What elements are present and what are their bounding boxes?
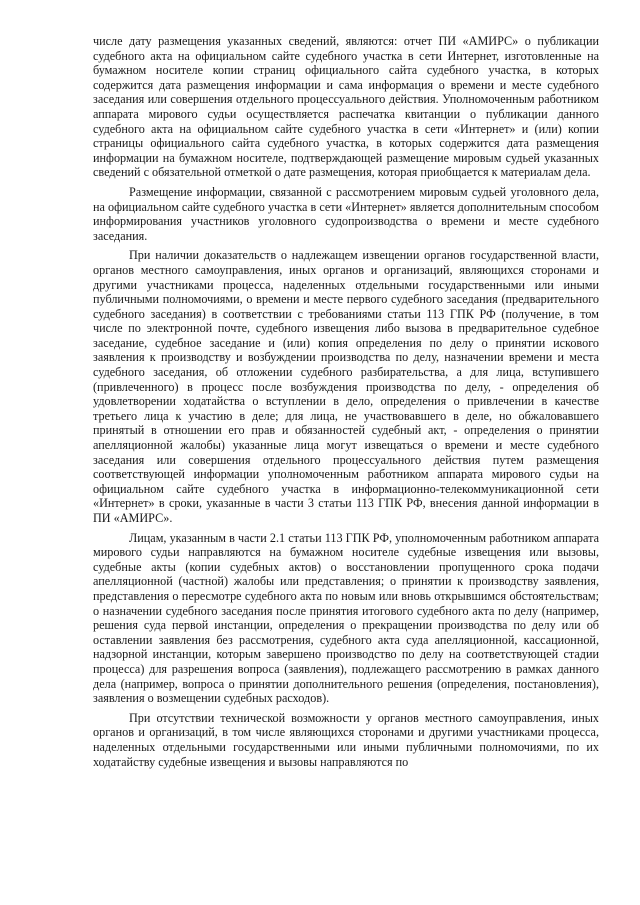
paragraph-paper-notices: Лицам, указанным в части 2.1 статьи 113 ГПК РФ, уполномоченным работником аппарата мирового судьи направляются на бумажном носителе судебные извещения или вызовы, судебные акты (копии судебных актов) о восстановлении пропущенного срока подачи апелляционной (частной) жалобы или представления; о принятии к производству заявления, представления о пересмотре судебного акта по новым или вновь открывшимся обстоятельствам; о назначении судебного заседания после принятия итогового судебного акта по делу (например, решения суда первой инстанции, определения о прекращении производства по делу или об оставлении заявления без рассмотрения, судебного акта суда апелляционной, кассационной, надзорной инстанции, которым завершено производство по делу на соответствующей стадии процесса) для разрешения вопроса (заявления), подлежащего рассмотрению в рамках данного дела (например, вопроса о принятии дополнительного решения (определения, постановления), заявления о возмещении судебных расходов). [93,530,599,706]
paragraph-continuation: числе дату размещения указанных сведений, являются: отчет ПИ «АМИРС» о публикации судебного акта на официальном сайте судебного участка в сети Интернет, изготовленные на бумажном носителе копии страниц официального сайта судебного участка, в которых содержится дата размещения информации и сама информация о времени и месте судебного заседания или совершения отдельного процессуального действия. Уполномоченным работником аппарата мирового судьи осуществляется распечатка квитанции о публикации данного судебного акта на официальном сайте судебного участка в сети «Интернет» и (или) копии страницы официального сайта судебного участка, в которых содержится дата размещения информации на бумажном носителе, подтверждающей размещение мировым судьей указанных сведений с обязательной отметкой о дате размещения, которая приобщается к материалам дела. [93,34,599,180]
paragraph-proper-notification: При наличии доказательств о надлежащем извещении органов государственной власти, органов местного самоуправления, иных органов и организаций, являющихся сторонами и другими участниками процесса, наделенных отдельными государственными или иными публичными полномочиями, о времени и месте первого судебного заседания (предварительного судебного заседания) в соответствии с требованиями статьи 113 ГПК РФ (получение, в том числе по электронной почте, судебного извещения либо вызова в предварительное судебное заседание, судебное заседание и (или) копия определения по делу о принятии искового заявления к производству и возбуждении производства по делу, назначении времени и места судебного заседания, об отложении судебного разбирательства, а для лица, вступившего (привлеченного) в процесс после возбуждения производства по делу, - определения об удовлетворении ходатайства о вступлении в дело, определения о привлечении в качестве третьего лица к участию в деле; для лица, не участвовавшего в деле, но обжаловавшего принятый в отношении его прав и обязанностей судебный акт, - определения о принятии апелляционной жалобы) указанные лица могут извещаться о времени и месте судебного заседания или совершения отдельного процессуального действия путем размещения соответствующей информации уполномоченным работником аппарата мирового судьи на официальном сайте судебного участка в информационно-телекоммуникационной сети «Интернет» в сроки, указанные в части 3 статьи 113 ГПК РФ, внесения данной информации в ПИ «АМИРС». [93,248,599,525]
paragraph-website-info: Размещение информации, связанной с рассмотрением мировым судьей уголовного дела, на официальном сайте судебного участка в сети «Интернет» является дополнительным способом информирования участников уголовного судопроизводства о времени и месте судебного заседания. [93,184,599,243]
document-page [93,34,599,769]
paragraph-technical-possibility: При отсутствии технической возможности у органов местного самоуправления, иных органов и организаций, в том числе являющихся сторонами и другими участниками процесса, наделенных отдельными государственными или иными публичными полномочиями, по их ходатайству судебные извещения и вызовы направляются по [93,710,599,769]
